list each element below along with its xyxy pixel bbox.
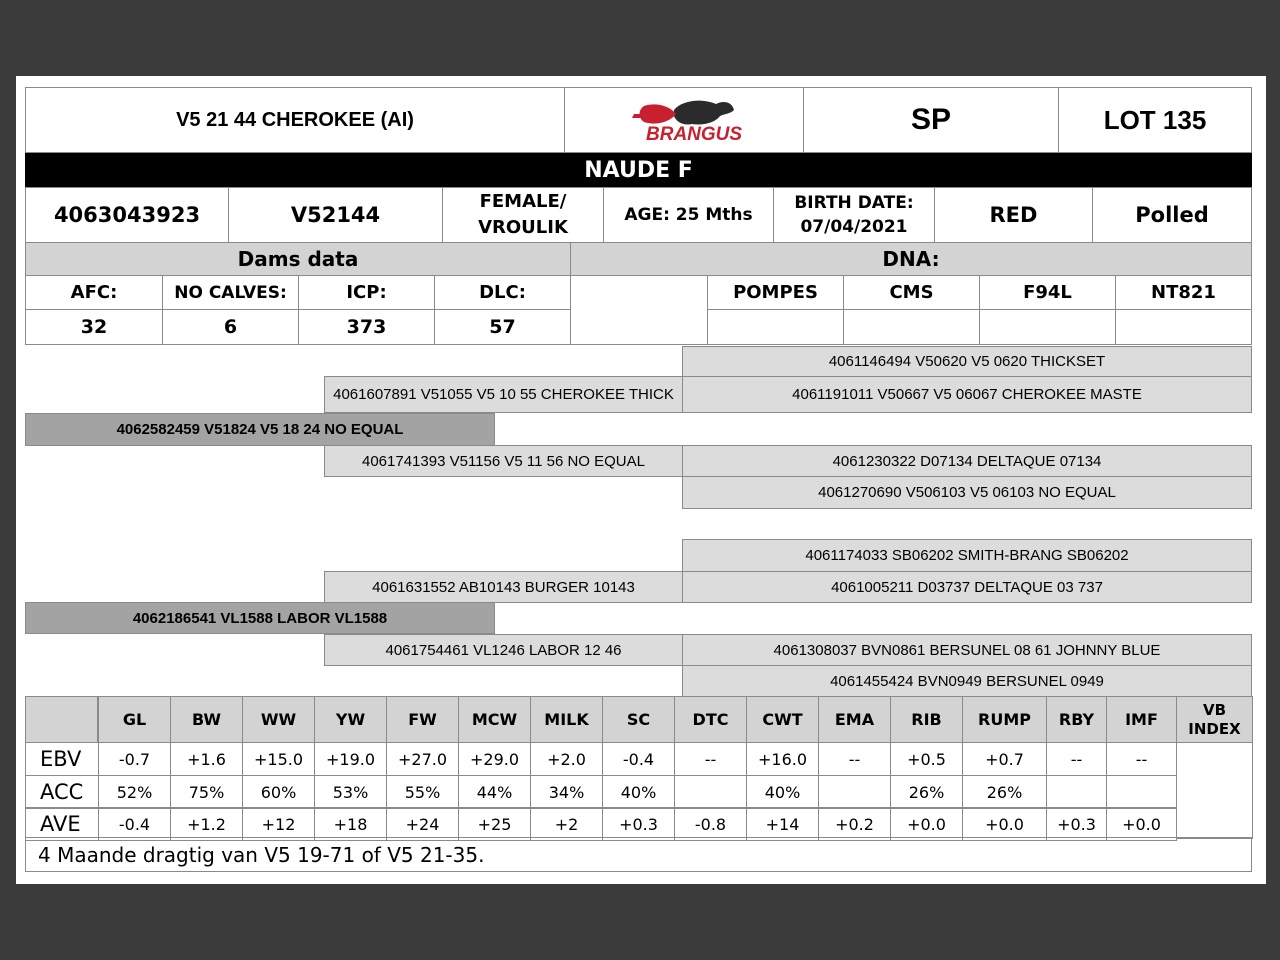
ebv-header-imf: IMF — [1106, 696, 1177, 743]
ebv-cell-ebv-rib: +0.5 — [890, 742, 963, 776]
pedigree-dam-sire-sire: 4061174033 SB06202 SMITH-BRANG SB06202 — [682, 539, 1252, 572]
ebv-cell-ebv-mcw: +29.0 — [458, 742, 531, 776]
ebv-cell-ebv-rby: -- — [1046, 742, 1107, 776]
animal-name: V5 21 44 CHEROKEE (AI) — [25, 87, 565, 153]
ebv-header-cwt: CWT — [746, 696, 819, 743]
pedigree-dam-dam: 4061754461 VL1246 LABOR 12 46 — [324, 634, 683, 666]
ebv-cell-ebv-cwt: +16.0 — [746, 742, 819, 776]
pedigree-dam-sire-dam: 4061005211 D03737 DELTAQUE 03 737 — [682, 571, 1252, 603]
ebv-cell-acc-imf — [1106, 775, 1177, 809]
pedigree-dam-dam-dam: 4061455424 BVN0949 BERSUNEL 0949 — [682, 665, 1252, 697]
pedigree-sire: 4062582459 V51824 V5 18 24 NO EQUAL — [25, 413, 495, 446]
age: AGE: 25 Mths — [603, 187, 774, 243]
pedigree-dam-sire: 4061631552 AB10143 BURGER 10143 — [324, 571, 683, 603]
ebv-cell-ebv-sc: -0.4 — [602, 742, 675, 776]
ebv-cell-ave-rib: +0.0 — [890, 807, 963, 841]
code-badge: SP — [803, 87, 1059, 153]
ebv-cell-acc-cwt: 40% — [746, 775, 819, 809]
ebv-cell-acc-rib: 26% — [890, 775, 963, 809]
ebv-cell-ave-fw: +24 — [386, 807, 459, 841]
pedigree-sire-sire-sire: 4061146494 V50620 V5 0620 THICKSET — [682, 346, 1252, 377]
ebv-cell-ave-ema: +0.2 — [818, 807, 891, 841]
ebv-cell-ebv-imf: -- — [1106, 742, 1177, 776]
colour: RED — [934, 187, 1093, 243]
pedigree-sire-dam-dam: 4061270690 V506103 V5 06103 NO EQUAL — [682, 476, 1252, 509]
pedigree-sire-dam: 4061741393 V51156 V5 11 56 NO EQUAL — [324, 445, 683, 477]
ebv-cell-acc-fw: 55% — [386, 775, 459, 809]
dams-header-afc: AFC: — [25, 275, 163, 310]
sex: FEMALE/ VROULIK — [442, 187, 604, 243]
registration-number: 4063043923 — [25, 187, 229, 243]
ebv-header-dtc: DTC — [674, 696, 747, 743]
ebv-row-label-acc: ACC — [25, 775, 99, 809]
dams-value-dlc: 57 — [434, 309, 571, 345]
ebv-cell-acc-sc: 40% — [602, 775, 675, 809]
identification: V52144 — [228, 187, 443, 243]
ebv-cell-ave-gl: -0.4 — [98, 807, 171, 841]
pedigree-dam: 4062186541 VL1588 LABOR VL1588 — [25, 602, 495, 634]
ebv-cell-ebv-ema: -- — [818, 742, 891, 776]
ebv-cell-acc-rump: 26% — [962, 775, 1047, 809]
ebv-cell-acc-rby — [1046, 775, 1107, 809]
dna-header-cms: CMS — [843, 275, 980, 310]
ebv-cell-ave-mcw: +25 — [458, 807, 531, 841]
dna-value-nt821 — [1115, 309, 1252, 345]
dna-value-pompes — [707, 309, 844, 345]
pedigree-sire-sire: 4061607891 V51055 V5 10 55 CHEROKEE THICK — [324, 376, 683, 413]
ebv-cell-ebv-dtc: -- — [674, 742, 747, 776]
brangus-logo — [564, 87, 804, 153]
ebv-cell-acc-bw: 75% — [170, 775, 243, 809]
dna-title: DNA: — [570, 242, 1252, 276]
ebv-header-ww: WW — [242, 696, 315, 743]
pedigree-sire-sire-dam: 4061191011 V50667 V5 06067 CHEROKEE MASTE — [682, 376, 1252, 413]
bull-logo-icon — [604, 92, 764, 148]
lot-card — [16, 76, 1266, 884]
ebv-header-bw: BW — [170, 696, 243, 743]
ebv-cell-ave-milk: +2 — [530, 807, 603, 841]
ebv-cell-acc-yw: 53% — [314, 775, 387, 809]
ebv-header-sc: SC — [602, 696, 675, 743]
ebv-header-vb-index: VB INDEX — [1176, 696, 1253, 743]
dams-header-dlc: DLC: — [434, 275, 571, 310]
horn-status: Polled — [1092, 187, 1252, 243]
ebv-cell-acc-dtc — [674, 775, 747, 809]
ebv-cell-ebv-milk: +2.0 — [530, 742, 603, 776]
ebv-cell-acc-mcw: 44% — [458, 775, 531, 809]
ebv-corner-cell — [25, 696, 98, 743]
ebv-header-ema: EMA — [818, 696, 891, 743]
dams-value-afc: 32 — [25, 309, 163, 345]
dams-header-calves: NO CALVES: — [162, 275, 299, 310]
ebv-cell-ebv-rump: +0.7 — [962, 742, 1047, 776]
ebv-cell-ave-cwt: +14 — [746, 807, 819, 841]
ebv-row-label-ebv: EBV — [25, 742, 99, 776]
dams-value-calves: 6 — [162, 309, 299, 345]
ebv-cell-ebv-vb-index — [1176, 742, 1253, 839]
pedigree-sire-dam-sire: 4061230322 D07134 DELTAQUE 07134 — [682, 445, 1252, 477]
ebv-cell-ave-yw: +18 — [314, 807, 387, 841]
dna-empty-block — [570, 275, 708, 345]
ebv-header-yw: YW — [314, 696, 387, 743]
ebv-cell-ave-rby: +0.3 — [1046, 807, 1107, 841]
dna-value-f94l — [979, 309, 1116, 345]
dams-header-icp: ICP: — [298, 275, 435, 310]
ebv-cell-acc-ema — [818, 775, 891, 809]
lot-number: LOT 135 — [1058, 87, 1252, 153]
ebv-cell-ave-dtc: -0.8 — [674, 807, 747, 841]
dna-header-nt821: NT821 — [1115, 275, 1252, 310]
dams-title: Dams data — [25, 242, 571, 276]
ebv-row-label-ave: AVE — [25, 807, 99, 841]
dna-header-f94l: F94L — [979, 275, 1116, 310]
ebv-cell-ave-ww: +12 — [242, 807, 315, 841]
ebv-header-rib: RIB — [890, 696, 963, 743]
ebv-cell-ave-imf: +0.0 — [1106, 807, 1177, 841]
ebv-cell-acc-gl: 52% — [98, 775, 171, 809]
ebv-cell-ave-sc: +0.3 — [602, 807, 675, 841]
ebv-cell-acc-milk: 34% — [530, 775, 603, 809]
svg-text:BRANGUS: BRANGUS — [646, 124, 743, 145]
ebv-header-fw: FW — [386, 696, 459, 743]
dams-value-icp: 373 — [298, 309, 435, 345]
ebv-cell-ebv-yw: +19.0 — [314, 742, 387, 776]
ebv-header-rump: RUMP — [962, 696, 1047, 743]
dna-header-pompes: POMPES — [707, 275, 844, 310]
ebv-cell-ave-bw: +1.2 — [170, 807, 243, 841]
ebv-cell-ebv-gl: -0.7 — [98, 742, 171, 776]
breeder-name: NAUDE F — [25, 153, 1252, 187]
ebv-header-rby: RBY — [1046, 696, 1107, 743]
ebv-header-gl: GL — [98, 696, 171, 743]
ebv-cell-ebv-bw: +1.6 — [170, 742, 243, 776]
ebv-cell-acc-ww: 60% — [242, 775, 315, 809]
ebv-header-milk: MILK — [530, 696, 603, 743]
pedigree-dam-dam-sire: 4061308037 BVN0861 BERSUNEL 08 61 JOHNNY BLUE — [682, 634, 1252, 666]
dna-value-cms — [843, 309, 980, 345]
comment: 4 Maande dragtig van V5 19-71 of V5 21-35. — [25, 837, 1252, 872]
ebv-header-mcw: MCW — [458, 696, 531, 743]
birth-date: BIRTH DATE: 07/04/2021 — [773, 187, 935, 243]
ebv-cell-ebv-fw: +27.0 — [386, 742, 459, 776]
ebv-cell-ave-rump: +0.0 — [962, 807, 1047, 841]
ebv-cell-ebv-ww: +15.0 — [242, 742, 315, 776]
